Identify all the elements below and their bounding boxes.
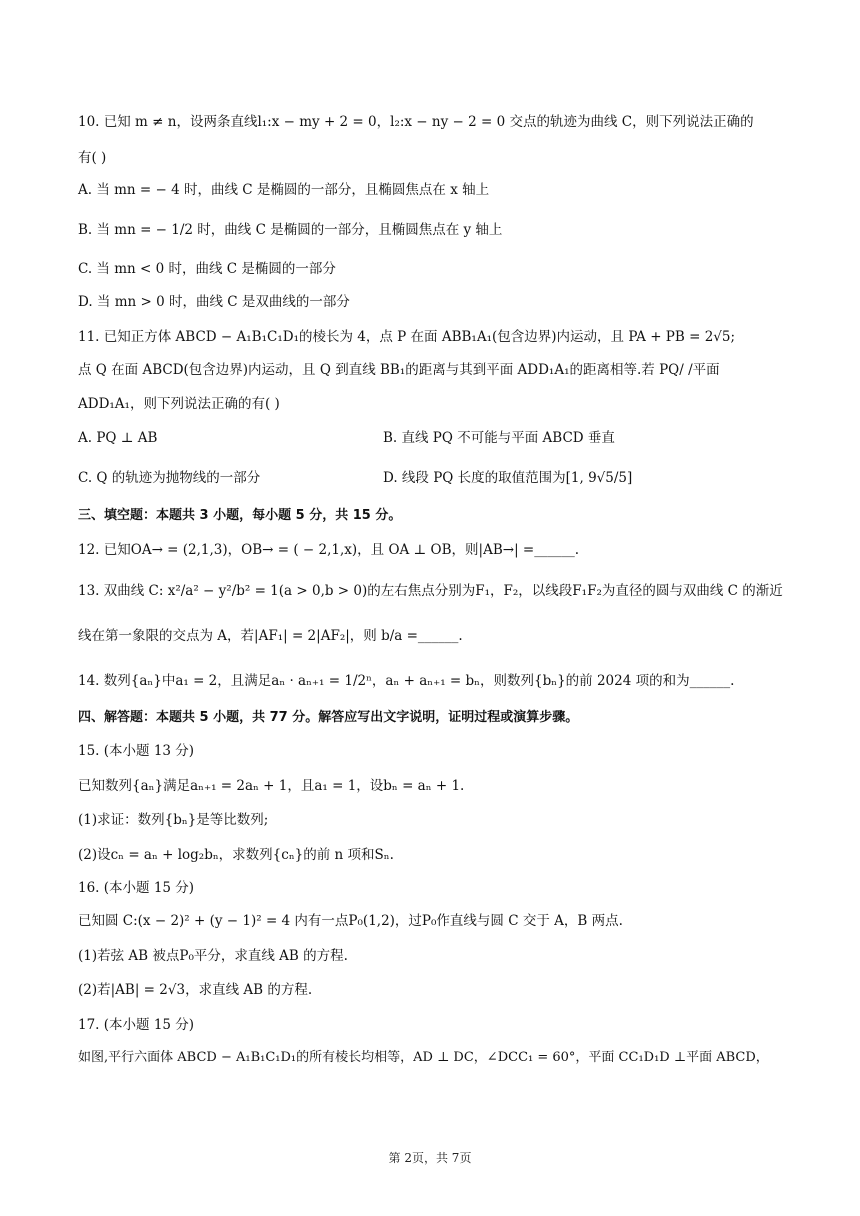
q10-option-a: A. 当 mn = − 4 时，曲线 C 是椭圆的一部分，且椭圆焦点在 x 轴上 [78, 182, 490, 198]
q15-part-1: (1)求证：数列{bₙ}是等比数列; [78, 812, 269, 828]
q15-stem: 已知数列{aₙ}满足aₙ₊₁ = 2aₙ + 1，且a₁ = 1，设bₙ = aₙ + 1. [78, 778, 465, 794]
q11-stem-3: ADD₁A₁，则下列说法正确的有( ) [78, 396, 280, 412]
q16-header: 16. (本小题 15 分) [78, 880, 195, 896]
q17-stem: 如图,平行六面体 ABCD − A₁B₁C₁D₁的所有棱长均相等，AD ⊥ DC，∠DCC₁ = 60°，平面 CC₁D₁D ⊥平面 ABCD， [78, 1050, 769, 1065]
q11-option-d: D. 线段 PQ 长度的取值范围为[1, 9√5/5] [383, 470, 633, 486]
q17-header: 17. (本小题 15 分) [78, 1017, 195, 1033]
page-footer: 第 2页，共 7页 [388, 1151, 472, 1165]
q10-option-d: D. 当 mn > 0 时，曲线 C 是双曲线的一部分 [78, 294, 350, 310]
q10-option-c: C. 当 mn < 0 时，曲线 C 是椭圆的一部分 [78, 261, 336, 277]
q11-option-c: C. Q 的轨迹为抛物线的一部分 [78, 470, 261, 486]
q13-stem-1: 13. 双曲线 C: x²/a² − y²/b² = 1(a > 0,b > 0)的左右焦点分别为F₁，F₂，以线段F₁F₂为直径的圆与双曲线 C 的渐近 [78, 583, 783, 599]
q10-stem-end: 有( ) [78, 150, 107, 166]
q10-stem: 10. 已知 m ≠ n，设两条直线l₁:x − my + 2 = 0，l₂:x − ny − 2 = 0 交点的轨迹为曲线 C，则下列说法正确的 [78, 114, 754, 130]
q10-option-b: B. 当 mn = − 1/2 时，曲线 C 是椭圆的一部分，且椭圆焦点在 y 轴上 [78, 222, 503, 238]
q13-stem-2: 线在第一象限的交点为 A，若|AF₁| = 2|AF₂|，则 b/a =______. [78, 628, 463, 644]
q15-part-2: (2)设cₙ = aₙ + log₂bₙ，求数列{cₙ}的前 n 项和Sₙ. [78, 847, 394, 863]
section-3-heading: 三、填空题：本题共 3 小题，每小题 5 分，共 15 分。 [78, 508, 402, 523]
q16-part-1: (1)若弦 AB 被点P₀平分，求直线 AB 的方程. [78, 948, 348, 964]
q11-option-b: B. 直线 PQ 不可能与平面 ABCD 垂直 [383, 430, 615, 446]
q14-text: 14. 数列{aₙ}中a₁ = 2，且满足aₙ · aₙ₊₁ = 1/2ⁿ，aₙ + aₙ₊₁ = bₙ，则数列{bₙ}的前 2024 项的和为______. [78, 673, 735, 689]
q11-stem-1: 11. 已知正方体 ABCD − A₁B₁C₁D₁的棱长为 4，点 P 在面 ABB₁A₁(包含边界)内运动，且 PA + PB = 2√5; [78, 329, 736, 345]
q16-part-2: (2)若|AB| = 2√3，求直线 AB 的方程. [78, 982, 313, 998]
q15-header: 15. (本小题 13 分) [78, 743, 195, 759]
section-4-heading: 四、解答题：本题共 5 小题，共 77 分。解答应写出文字说明，证明过程或演算步骤。 [78, 710, 579, 725]
q12-text: 12. 已知OA→ = (2,1,3)，OB→ = ( − 2,1,x)，且 OA ⊥ OB，则|AB→| =______. [78, 542, 580, 558]
q11-stem-2: 点 Q 在面 ABCD(包含边界)内运动，且 Q 到直线 BB₁的距离与其到平面 ADD₁A₁的距离相等.若 PQ/ /平面 [78, 362, 720, 378]
q16-stem: 已知圆 C:(x − 2)² + (y − 1)² = 4 内有一点P₀(1,2)，过P₀作直线与圆 C 交于 A，B 两点. [78, 913, 623, 929]
q11-option-a: A. PQ ⊥ AB [78, 430, 158, 446]
